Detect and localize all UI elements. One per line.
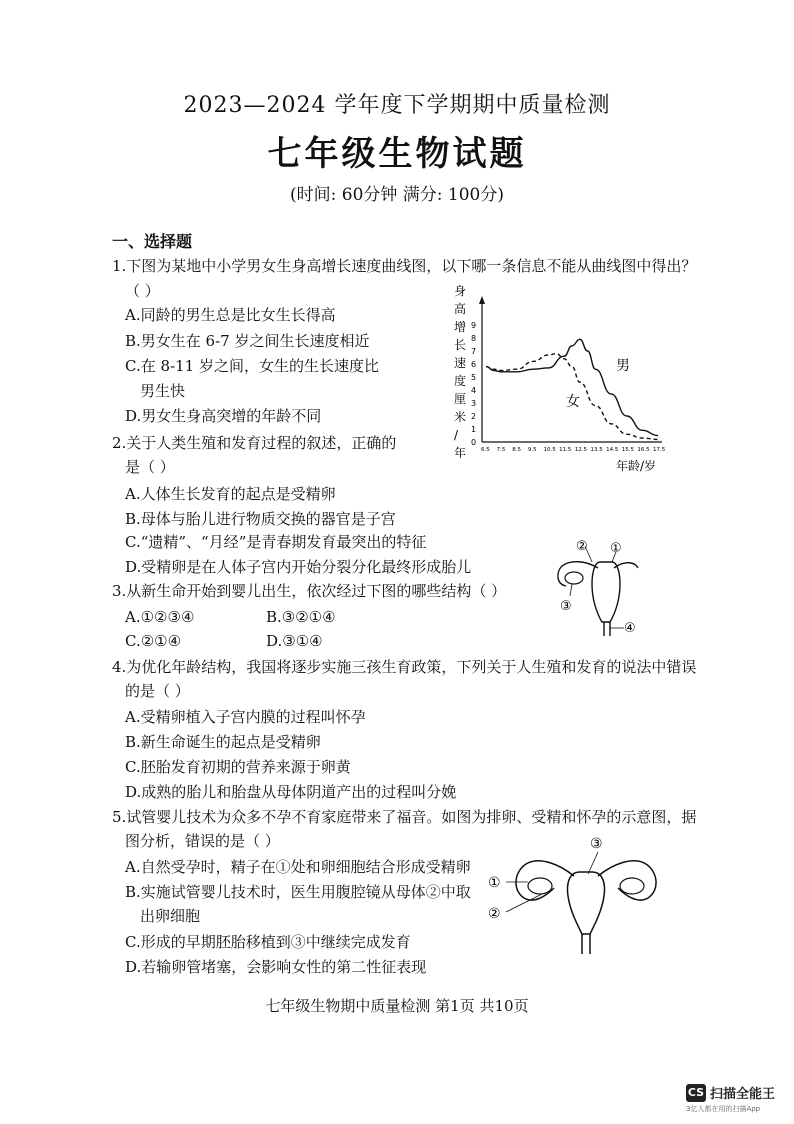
- question-1-answer-blank: （ ）: [125, 282, 160, 300]
- question-3-option-c: C.②①④: [125, 632, 182, 650]
- x-tick-label: 13.5: [590, 447, 603, 453]
- pointer-line: [588, 852, 598, 874]
- question-5-option-b-cont: 出卵细胞: [140, 907, 201, 925]
- y-tick-label: 3: [471, 399, 477, 408]
- question-2-stem: 2.关于人类生殖和发育过程的叙述，正确的: [112, 434, 397, 452]
- question-4-option-a: A.受精卵植入子宫内膜的过程叫怀孕: [125, 708, 366, 726]
- figure3-label-4: ④: [624, 621, 636, 636]
- y-tick-label: 1: [471, 425, 477, 434]
- x-tick-label: 9.5: [527, 447, 537, 453]
- question-5-stem-cont: 图分析，错误的是（ ）: [125, 832, 280, 850]
- y-tick-label: 0: [471, 438, 477, 447]
- question-3-option-a: A.①②③④: [125, 608, 195, 626]
- figure3-label-2: ②: [576, 539, 588, 554]
- pointer-line: [506, 894, 542, 912]
- legend-male: 男: [616, 358, 630, 374]
- question-2-option-a: A.人体生长发育的起点是受精卵: [125, 485, 336, 503]
- question-3-option-d: D.③①④: [266, 632, 323, 650]
- series-line-male: [486, 339, 658, 435]
- question-2-option-c: C.“遗精”、“月经”是青春期发育最突出的特征: [125, 533, 427, 551]
- question-2-option-d: D.受精卵是在人体子宫内开始分裂分化最终形成胎儿: [125, 558, 472, 576]
- y-tick-label: 9: [471, 321, 477, 330]
- y-label-char: /: [454, 428, 459, 442]
- y-label-char: 增: [454, 320, 467, 334]
- figure5-label-2: ②: [488, 906, 501, 922]
- scanner-logo: CS: [686, 1084, 706, 1102]
- y-label-char: 年: [454, 446, 467, 460]
- figure5-label-1: ①: [488, 875, 501, 891]
- subject-title: 七年级生物试题: [267, 134, 527, 174]
- figure5-label-3: ③: [590, 836, 603, 852]
- scanner-badge: [686, 1083, 775, 1102]
- y-tick-label: 6: [471, 360, 477, 369]
- question-1-stem: 1.下图为某地中小学男女生身高增长速度曲线图，以下哪一条信息不能从曲线图中得出？: [112, 257, 697, 275]
- question-3-stem: 3.从新生命开始到婴儿出生，依次经过下图的哪些结构（ ）: [112, 582, 507, 600]
- question-1-option-c: C.在 8-11 岁之间，女生的生长速度比: [125, 357, 379, 375]
- x-tick-label: 16.5: [637, 447, 650, 453]
- question-2-option-b: B.母体与胎儿进行物质交换的器官是子宫: [125, 510, 396, 528]
- uterus-shape: [592, 562, 620, 622]
- legend-female: 女: [566, 394, 580, 410]
- page-footer: 七年级生物期中质量检测 第1页 共10页: [265, 997, 529, 1015]
- y-label-char: 米: [454, 410, 467, 424]
- x-tick-label: 11.5: [559, 447, 572, 453]
- y-label-char: 高: [454, 302, 467, 316]
- y-label-char: 速: [454, 356, 467, 370]
- question-1-option-c-cont: 男生快: [140, 382, 186, 400]
- figure3-label-1: ①: [610, 541, 622, 556]
- question-4-option-b: B.新生命诞生的起点是受精卵: [125, 733, 321, 751]
- question-4-stem: 4.为优化年龄结构，我国将逐步实施三孩生育政策，下列关于人生殖和发育的说法中错误: [112, 658, 697, 676]
- pointer-line: [570, 584, 572, 596]
- question-2-stem-cont: 是（ ）: [125, 458, 175, 476]
- right-oviduct: [598, 861, 656, 900]
- x-tick-label: 17.5: [653, 447, 666, 453]
- y-tick-label: 2: [471, 412, 477, 421]
- y-tick-label: 7: [471, 347, 477, 356]
- question-4-option-c: C.胚胎发育初期的营养来源于卵黄: [125, 758, 351, 776]
- x-axis-label: 年龄/岁: [616, 459, 657, 473]
- scanner-tagline: 3亿人都在用的扫描App: [686, 1105, 761, 1113]
- question-5-option-d: D.若输卵管堵塞，会影响女性的第二性征表现: [125, 958, 427, 976]
- x-tick-label: 12.5: [574, 447, 588, 453]
- exam-title: 2023—2024 学年度下学期期中质量检测: [183, 93, 611, 118]
- question-1-option-b: B.男女生在 6-7 岁之间生长速度相近: [125, 332, 370, 350]
- x-tick-label: 15.5: [621, 447, 634, 453]
- y-tick-label: 4: [471, 386, 477, 395]
- y-tick-label: 5: [471, 373, 477, 382]
- female-reproductive-figure-q5: [484, 830, 674, 960]
- question-1-option-a: A.同龄的男生总是比女生长得高: [125, 306, 336, 324]
- x-tick-label: 7.5: [496, 447, 506, 453]
- ovary-shape: [565, 572, 583, 584]
- question-1-option-d: D.男女生身高突增的年龄不同: [125, 407, 322, 425]
- question-4-stem-cont: 的是（ ）: [125, 682, 190, 700]
- question-4-option-d: D.成熟的胎儿和胎盘从母体阴道产出的过程叫分娩: [125, 783, 457, 801]
- y-tick-label: 8: [471, 334, 477, 343]
- uterus-shape: [568, 872, 605, 934]
- y-label-char: 身: [454, 284, 467, 298]
- y-label-char: 度: [454, 374, 467, 388]
- left-oviduct: [516, 861, 574, 900]
- left-ovary: [528, 878, 552, 894]
- height-growth-chart: [440, 280, 670, 475]
- female-reproductive-figure-q3: [540, 532, 650, 642]
- y-label-char: 厘: [454, 392, 467, 406]
- question-5-option-b: B.实施试管婴儿技术时，医生用腹腔镜从母体②中取: [125, 883, 471, 901]
- question-5-stem: 5.试管婴儿技术为众多不孕不育家庭带来了福音。如图为排卵、受精和怀孕的示意图，据: [112, 808, 697, 826]
- y-axis-arrow: [479, 296, 485, 304]
- x-tick-label: 14.5: [606, 447, 619, 453]
- question-5-option-a: A.自然受孕时，精子在①处和卵细胞结合形成受精卵: [125, 858, 471, 876]
- scanner-name: 扫描全能王: [710, 1087, 776, 1102]
- x-tick-label: 10.5: [543, 447, 556, 453]
- right-ovary: [620, 878, 644, 894]
- x-tick-label: 8.5: [512, 447, 522, 453]
- x-tick-label: 6.5: [481, 447, 490, 453]
- time-info: (时间: 60分钟 满分: 100分): [289, 185, 504, 205]
- question-3-option-b: B.③②①④: [266, 608, 336, 626]
- section-title: 一、选择题: [112, 232, 193, 251]
- y-label-char: 长: [454, 338, 467, 352]
- question-5-option-c: C.形成的早期胚胎移植到③中继续完成发育: [125, 933, 411, 951]
- figure3-label-3: ③: [560, 599, 572, 614]
